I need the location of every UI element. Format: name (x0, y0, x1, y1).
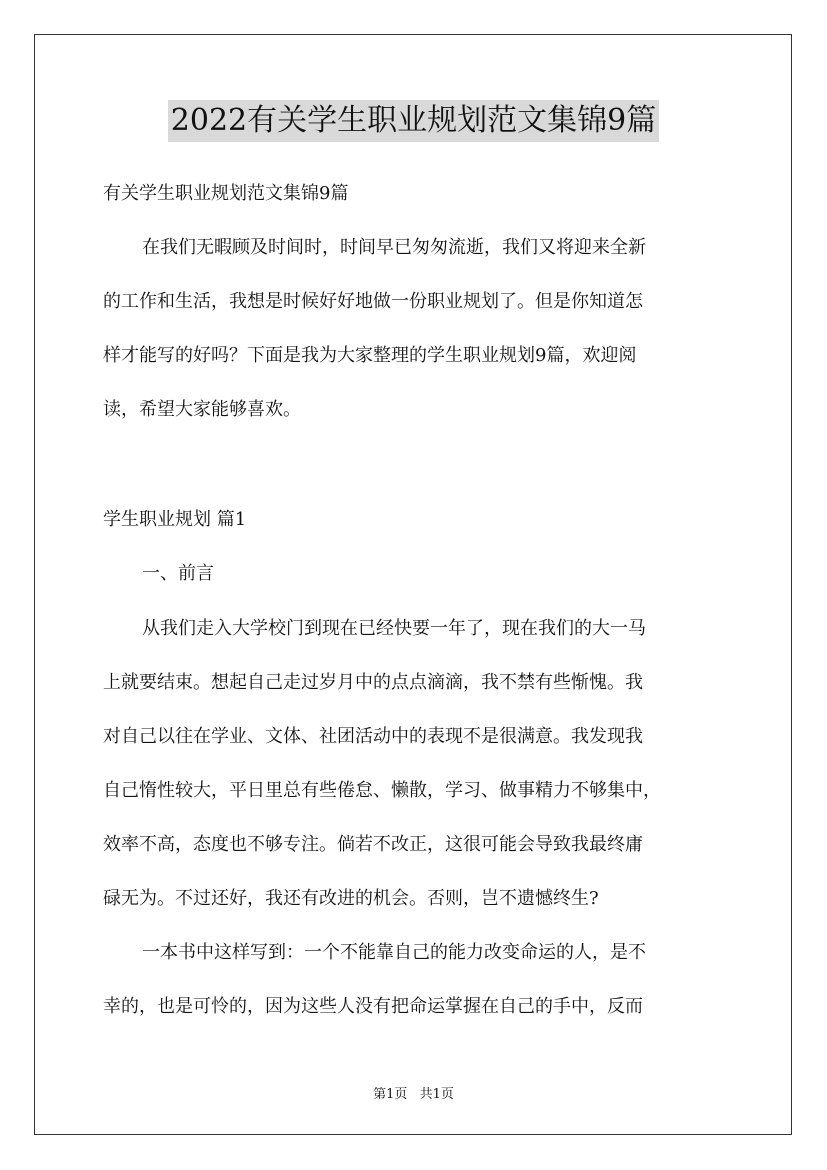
paragraph-line: 一本书中这样写到：一个不能靠自己的能力改变命运的人，是不 (142, 942, 646, 963)
paragraph-line: 自己惰性较大，平日里总有些倦怠、懒散，学习、做事精力不够集中， (103, 780, 661, 801)
page-footer (0, 1083, 827, 1102)
intro-line: 读，希望大家能够喜欢。 (103, 399, 301, 420)
sub-heading: 一、前言 (142, 563, 214, 584)
paragraph-line: 碌无为。不过还好，我还有改进的机会。否则，岂不遗憾终生? (103, 888, 599, 909)
intro-line: 的工作和生活，我想是时候好好地做一份职业规划了。但是你知道怎 (103, 291, 643, 312)
intro-line: 样才能写的好吗？下面是我为大家整理的学生职业规划9篇，欢迎阅 (103, 345, 637, 366)
section-heading: 学生职业规划 篇1 (103, 509, 247, 530)
page-number: 第1页 (373, 1087, 408, 1102)
document-title: 2022有关学生职业规划范文集锦9篇 (168, 100, 659, 142)
subtitle: 有关学生职业规划范文集锦9篇 (103, 183, 349, 204)
paragraph-line: 上就要结束。想起自己走过岁月中的点点滴滴，我不禁有些惭愧。我 (103, 672, 643, 693)
paragraph-line: 从我们走入大学校门到现在已经快要一年了，现在我们的大一马 (142, 618, 646, 639)
title-container (0, 100, 827, 142)
page-total: 共1页 (419, 1087, 454, 1102)
paragraph-line: 幸的，也是可怜的，因为这些人没有把命运掌握在自己的手中，反而 (103, 996, 643, 1017)
paragraph-line: 对自己以往在学业、文体、社团活动中的表现不是很满意。我发现我 (103, 726, 643, 747)
intro-line: 在我们无暇顾及时间时，时间早已匆匆流逝，我们又将迎来全新 (142, 237, 646, 258)
paragraph-line: 效率不高，态度也不够专注。倘若不改正，这很可能会导致我最终庸 (103, 834, 643, 855)
